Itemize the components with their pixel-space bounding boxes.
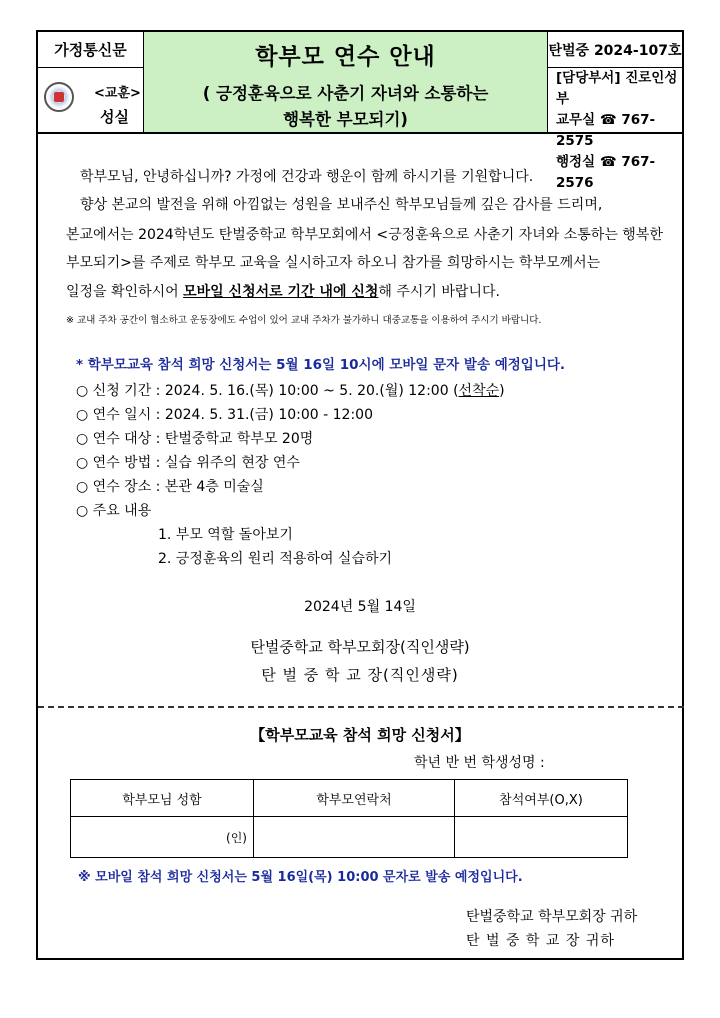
apply-emphasis: 모바일 신청서로 기간 내에 신청 <box>183 284 379 300</box>
signer-parent-president: 탄벌중학교 학부모회장(직인생략) <box>250 638 470 656</box>
first-come-label: 선착순 <box>458 383 500 399</box>
school-logo-icon <box>44 82 74 112</box>
title-cell <box>144 32 548 132</box>
recipient-parent-president: 탄벌중학교 학부모회장 귀하 <box>466 909 638 925</box>
body-line-5: 일정을 확인하시어 모바일 신청서로 기간 내에 신청해 주시기 바랍니다. <box>66 284 500 300</box>
detail-contents-heading: ○ 주요 내용 <box>76 503 152 519</box>
notice-line: * 학부모교육 참석 희망 신청서는 5월 16일 10시에 모바일 문자 발송 예정입니다. <box>76 357 566 373</box>
recipient-principal: 탄 벌 중 학 교 장 귀하 <box>466 933 615 949</box>
form-title: 【학부모교육 참석 희망 신청서】 <box>250 726 470 744</box>
parent-name-field[interactable] <box>71 817 254 858</box>
dept-line: [담당부서] 진로인성부 <box>556 70 678 107</box>
student-info-line: 학년 반 번 학생성명 : <box>414 755 545 771</box>
attendance-field[interactable] <box>455 817 628 858</box>
detail-period: ○ 신청 기간 : 2024. 5. 16.(목) 10:00 ~ 5. 20.(월) 12:00 (선착순) <box>76 383 505 399</box>
seal-label: (인) <box>226 830 247 845</box>
school-motto-cell <box>38 68 144 134</box>
mobile-form-warning: ※ 모바일 참석 희망 신청서는 5월 16일(목) 10:00 문자로 발송 예정입니다. <box>78 870 523 885</box>
doc-number: 탄벌중 2024-107호 <box>548 32 682 68</box>
cut-line <box>38 706 684 708</box>
signer-principal: 탄 벌 중 학 교 장(직인생략) <box>261 666 459 684</box>
subtitle-line2: 행복한 부모되기) <box>283 110 408 129</box>
motto-label: <교훈> <box>94 86 141 101</box>
parent-contact-field[interactable] <box>254 817 455 858</box>
col-parent-contact: 학부모연락처 <box>254 780 455 817</box>
col-attendance: 참석여부(O,X) <box>455 780 628 817</box>
issue-date: 2024년 5월 14일 <box>304 599 416 615</box>
newsletter-label: 가정통신문 <box>38 32 144 68</box>
contact-info <box>548 68 682 191</box>
content-item-1: 1. 부모 역할 돌아보기 <box>158 527 293 543</box>
content-item-2: 2. 긍정훈육의 원리 적용하여 실습하기 <box>158 551 393 567</box>
body-line-4: 부모되기>를 주제로 학부모 교육을 실시하고자 하오니 참가를 희망하시는 학부모께서는 <box>66 255 601 271</box>
office-phone-1: 교무실 ☎ 767-2575 <box>556 112 656 149</box>
col-parent-name: 학부모님 성함 <box>71 780 254 817</box>
application-form-table <box>70 779 628 858</box>
subtitle-line1: ( 긍정훈육으로 사춘기 자녀와 소통하는 <box>202 84 489 103</box>
motto: 성실 <box>100 108 129 126</box>
detail-method: ○ 연수 방법 : 실습 위주의 현장 연수 <box>76 455 300 471</box>
body-line-2: 향상 본교의 발전을 위해 아낌없는 성원을 보내주신 학부모님들께 깊은 감사를 드리며, <box>80 197 603 213</box>
office-phone-2: 행정실 ☎ 767-2576 <box>556 154 656 191</box>
page-title: 학부모 연수 안내 <box>255 44 436 70</box>
body-line-3: 본교에서는 2024학년도 탄벌중학교 학부모회에서 <긍정훈육으로 사춘기 자녀와 소통하는 행복한 <box>66 227 663 243</box>
detail-target: ○ 연수 대상 : 탄벌중학교 학부모 20명 <box>76 431 314 447</box>
detail-place: ○ 연수 장소 : 본관 4층 미술실 <box>76 479 264 495</box>
detail-datetime: ○ 연수 일시 : 2024. 5. 31.(금) 10:00 - 12:00 <box>76 407 373 423</box>
parking-note: ※ 교내 주차 공간이 협소하고 운동장에도 수업이 있어 교내 주차가 불가하니 대중교통을 이용하여 주시기 바랍니다. <box>66 315 542 326</box>
greeting: 학부모님, 안녕하십니까? 가정에 건강과 행운이 함께 하시기를 기원합니다. <box>80 169 534 185</box>
